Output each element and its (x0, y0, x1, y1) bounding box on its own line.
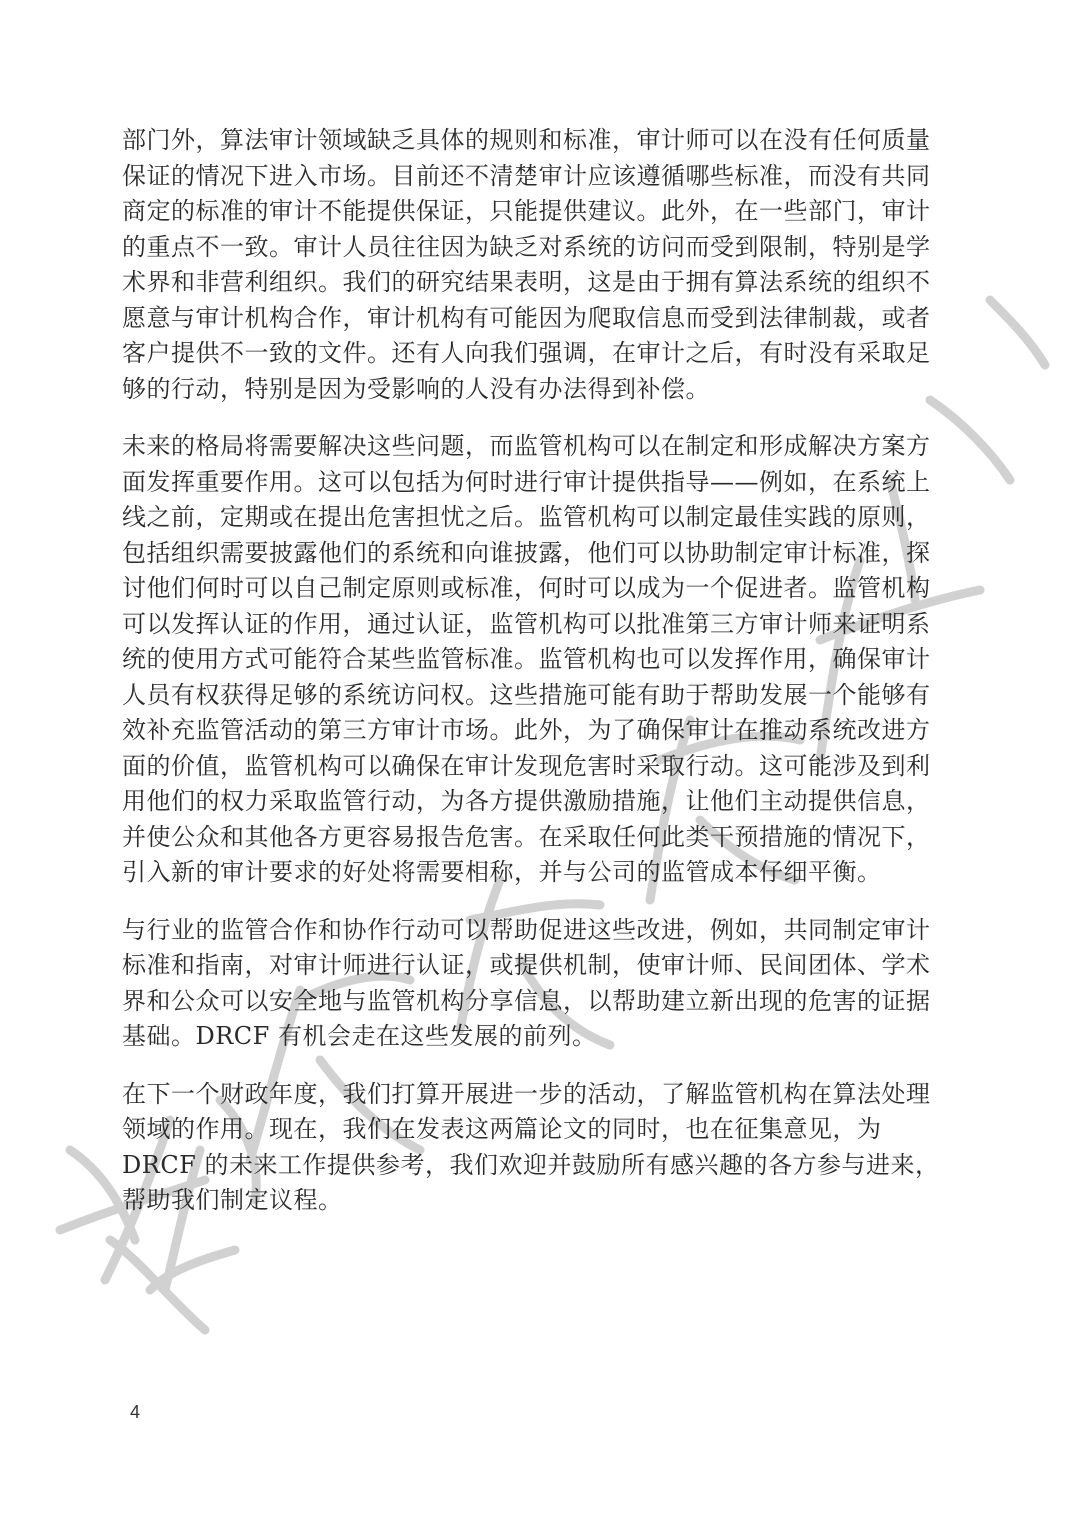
paragraph-1: 部门外，算法审计领域缺乏具体的规则和标准，审计师可以在没有任何质量 保证的情况下进入市场。目前还不清楚审计应该遵循哪些标准，而没有共同 商定的标准的审计不能提供保证，只能提供建议。此外，在一些部门，审计 的重点不一致。审计人员往往因为缺乏对系统的访问而受到限制，特别是学 术界和非营利组织。我们的研究结果表明，这是由于拥有算法系统的组织不 愿意与审计机构合作，审计机构有可能因为爬取信息而受到法律制裁，或者 客户提供不一致的文件。还有人向我们强调，在审计之后，有时没有采取足 够的行动，特别是因为受影响的人没有办法得到补偿。 (122, 126, 931, 403)
paragraph-2: 未来的格局将需要解决这些问题，而监管机构可以在制定和形成解决方案方 面发挥重要作用。这可以包括为何时进行审计提供指导——例如，在系统上 线之前，定期或在提出危害担忧之后。监管机构可以制定最佳实践的原则， 包括组织需要披露他们的系统和向谁披露，他们可以协助制定审计标准，探 讨他们何时可以自己制定原则或标准，何时可以成为一个促进者。监管机构 可以发挥认证的作用，通过认证，监管机构可以批准第三方审计师来证明系 统的使用方式可能符合某些监管标准。监管机构也可以发挥作用，确保审计 人员有权获得足够的系统访问权。这些措施可能有助于帮助发展一个能够有 效补充监管活动的第三方审计市场。此外，为了确保审计在推动系统改进方 面的价值，监管机构可以确保在审计发现危害时采取行动。这可能涉及到利 用他们的权力采取监管行动，为各方提供激励措施，让他们主动提供信息， 并使公众和其他各方更容易报告危害。在采取任何此类干预措施的情况下， 引入新的审计要求的好处将需要相称，并与公司的监管成本仔细平衡。 (122, 432, 931, 886)
paragraph-3: 与行业的监管合作和协作行动可以帮助促进这些改进，例如，共同制定审计 标准和指南，对审计师进行认证，或提供机制，使审计师、民间团体、学术 界和公众可以安全地与监管机构分享信息，以帮助建立新出现的危害的证据 基础。DRCF 有机会走在这些发展的前列。 (122, 915, 931, 1050)
body-text (122, 123, 962, 1241)
paragraph-4: 在下一个财政年度，我们打算开展进一步的活动，了解监管机构在算法处理 领域的作用。现在，我们在发表这两篇论文的同时，也在征集意见，为 DRCF 的未来工作提供参考，我们欢迎并鼓励所有感兴趣的各方参与进来， 帮助我们制定议程。 (122, 1079, 940, 1214)
page-number: 4 (130, 1402, 141, 1422)
